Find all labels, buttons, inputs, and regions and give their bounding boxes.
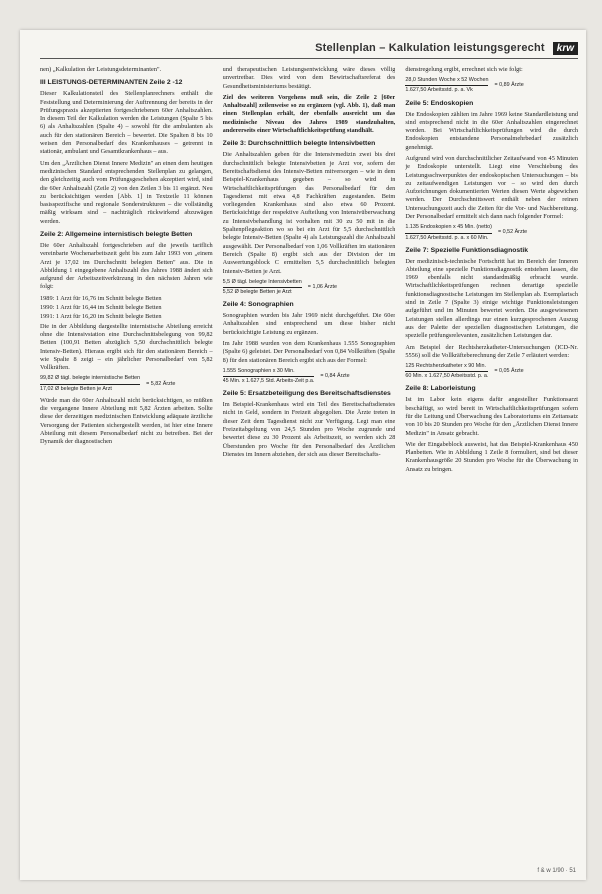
paragraph: Am Beispiel der Rechtsherzkatheter-Untersuchungen (ICD-Nr. 5556) soll die Vollkräfteberechnung der Zeile 7 erläutert werden: (405, 343, 579, 359)
paragraph: Aufgrund wird von durchschnittlicher Zeitaufwand von 45 Minuten je Endoskopie unterstellt. Liegt eine Verschiebung des Leistungsschwerpunktes der endoskopischen Untersuchungen – bis zu zeitaufwendigen Leistungen vor – so wird den durch Aufzeichnungen dokumentierten Werten diesen Werte abgewichen werden. Der Durchschnittswert enthält neben der reinen Untersuchungszeit auch die Zeiten für die Vor- und Nachbereitung. Der Personalbedarf ermittelt sich dann nach folgender Formel: (405, 155, 579, 221)
journal-logo: krw (553, 42, 578, 55)
formula-denominator: 1.627,50 Arbeitsstd. p. a. x 60 Min. (405, 234, 489, 241)
paragraph: Um den „Ärztlichen Dienst Innere Medizin" an einen dem heutigen medizinischen Standard entsprechenden Stellenplan zu gelangen, den gleichzeitig auch vom Prüfungsgeschehen akzeptiert wird, sind die 60er Anhaltszahl (Zeile 2) von den Zeilen 3 bis 11 ergänzt. Neu zu berücksichtigen werden [Abb. 1] in Textzeile 11 können basisspezifische und regionale Sonderstrukturen – die vollständig mäßig wirksam sind – nachträglich rückwirkend abzuwägen werden. (40, 159, 213, 225)
formula-denominator: 17,02 Ø belegte Betten je Arzt (40, 385, 112, 392)
formula-numerator: 99,82 Ø tägl. belegte internistische Betten (40, 375, 140, 384)
formula-denominator: 60 Min. x 1.627,50 Arbeitsstd. p. a. (405, 373, 489, 380)
formula (223, 368, 396, 385)
formula-denominator: 1.627,50 Arbeitsstd. p. a. Vk (405, 87, 473, 94)
formula (405, 224, 578, 241)
formula-denominator: 45 Min. x 1.627,5 Std. Arbeits-Zeit p.a. (222, 377, 315, 384)
page (20, 30, 586, 880)
section-heading: Zeile 5: Ersatzbeteiligung des Bereitschaftsdienstes (222, 390, 391, 398)
formula-numerator: 5,5 Ø tägl. belegte Intensivbetten (223, 279, 302, 288)
page-footer: f & w 1/90 · 51 (537, 868, 576, 874)
paragraph: Dieser Kalkulationsteil des Stellenplanrechners enthält die Feststellung und Determinierung der Auftrennung der bereits in der Prüfungspraxis akzeptierten fortgeschriebenen 60er Anhaltszahlen. In diesem Teil der Kalkulation werden die Leistungen (Spalte 5 bis 6) als Anhaltszahlen (Spalte 4) – sowohl für die ambulanten als auch für den stationären Bereich – bewertet. Die Spalten 8 bis 10 weisen den Personalbedarf des Krankenhauses – getrennt in stationär, ambulant und Gesamtkrankenhaus – aus. (40, 90, 213, 156)
paragraph: Die in der Abbildung dargestellte internistische Abteilung erreicht ohne die Intensivstation eine Durchschnittsbelegung von 99,82 Betten (100,91 Betten abzüglich 5,50 durchschnittlich belegte Intensiv-Betten). Hieraus ergibt sich für den stationären Bereich – wie Spalte 8 zeigt – ein jährlicher Personalbedarf von 5,82 Vollkräften. (40, 322, 213, 372)
column-1 (40, 66, 213, 862)
formula-numerator: 125 Rechtsherzkatheter x 90 Min. (405, 363, 488, 372)
formula-result: = 0,52 Ärzte (497, 229, 528, 236)
section-heading: III LEISTUNGS-DETERMINANTEN Zeile 2 -12 (40, 79, 183, 87)
formula-numerator: 28,0 Stunden Woche x 52 Wochen (405, 77, 488, 86)
section-heading: Zeile 3: Durchschnittlich belegte Intensivbetten (222, 140, 376, 148)
paragraph: Die Endoskopien zählten im Jahre 1969 keine Standardleistung und sind entsprechend nicht in die 60er Anhaltszahlen eingerechnet worden. Bei Wirtschaftlichkeitsprüfungen wird die durch Endoskopien entstandene Personalmehrbedarf zusätzlich genehmigt. (405, 110, 579, 151)
list-item: 1991: 1 Arzt für 16,20 im Schnitt belegte Betten (40, 313, 162, 321)
formula (405, 363, 578, 380)
formula-result: = 0,89 Ärzte (494, 82, 524, 89)
paragraph: Die Anhaltszahlen geben für die Intensivmedizin zwei bis drei durchschnittlich belegte Intensivbetten je Arzt vor, sofern der Bereitschaftsdienst des Intensiv-Betten mitversorgen – wie in dem Beispiel-Krankenhaus gegeben – so wird in Wirtschaftlichkeitsprüfungen das Personalbedarf für den Tagesdienst mit etwa 4,8 Fachkräften zugestanden. Beim vorliegenden Krankenhaus sind also etwa 60 Prozent. Berücksichtige der respektive Aufteilung von Intensivüberwachung zu Intensivbehandlung ist vorhalten mit 30 zu 50 mit in die Spaltenpflegeaktion wo so bei ein Arzt für 5,5 durchschnittlich belegte Intensiv-Betten (Spalte 4) als Leistungszahl die Anhaltszahl ausgewählt. Der Personalbedarf von 1,06 Vollkräften im stationären Bereich (Spalte 8) ergibt sich aus der Division der im Auswertungsblock C ermittelten 5,5 durchschnittlich belegten Intensiv-Betten je Arzt. (222, 151, 396, 275)
formula (40, 375, 213, 392)
list-item: 1989: 1 Arzt für 16,76 im Schnitt belegte Betten (40, 294, 162, 302)
column-3 (405, 66, 578, 862)
paragraph: Sonographien wurden bis Jahr 1969 nicht durchgeführt. Die 60er Anhaltszahlen sind entsprechend um diese bisher nicht berücksichtigte Leistung zu ergänzen. (222, 312, 396, 336)
paragraph: dienstregelung ergibt, errechnet sich wie folgt: (405, 66, 523, 73)
formula-result: = 0,05 Ärzte (494, 368, 524, 375)
list-item: 1990: 1 Arzt für 16,44 im Schnitt belegte Betten (40, 304, 162, 312)
article-body (40, 66, 578, 862)
section-heading: Zeile 4: Sonographien (222, 301, 294, 309)
column-2 (223, 66, 396, 862)
page-header (40, 38, 578, 59)
section-heading: Zeile 8: Laborleistung (405, 385, 476, 393)
paragraph: Im Beispiel-Krankenhaus wird ein Teil des Bereitschaftsdienstes nicht in Geld, sondern in Freizeit abgegolten. Die Ärzte treten in dieser Zeit dem Tagesdienst nicht zur Verfügung. Legt man eine Freizeitabgeltung von 24,5 Stunden pro Woche zugrunde und bewertet diese zu 30 Prozent als Arbeitszeit, so werden sich 28 Überstunden pro Woche für den Personalbedarf des Ärztlichen Dienstes im Innern abziehen, der sich aus dieser Bereitschafts- (222, 401, 396, 458)
formula-numerator: 1.555 Sonographien x 30 Min. (223, 368, 315, 377)
formula-result: = 5,82 Ärzte (146, 380, 176, 387)
section-heading: Zeile 7: Spezielle Funktionsdiagnostik (405, 246, 529, 254)
formula-numerator: 1.135 Endoskopien x 45 Min. (netto) (405, 224, 492, 233)
paragraph: Wie der Eingabeblock ausweist, hat das Beispiel-Krankenhaus 450 Planbetten. Wie in Abbildung 1 Zeile 8 formuliert, sind bei dieser Krankenhausgröße 20 Stunden pro Woche für die Überwachung in Ansatz zu bringen. (405, 440, 579, 473)
paragraph: Der medizinisch-technische Fortschritt hat im Bereich der Inneren Abteilung eine spezielle Funktionsdiagnostik entstehen lassen, die 1969 ebenfalls nicht standardmäßig erbracht wurde. Wirtschaftlichkeitsprüfungen rechnen derartige spezielle funktionsdiagnostische Leistungen im Stellenplan ab. Exemplarisch sind in Zeile 7 (Spalte 3) einige wichtige Funktionsleistungen aufgeführt und im Minuten bewertet worden. Die ausgewiesenen Leistungen stellen allerdings nur einen kurzgesprochenen Auszug aus der Palette der speziellen diagnostischen Leistungen, die spezielle prüfungsrelevanten, zusätzlichen Leistungen dar. (405, 257, 579, 340)
emphasis-paragraph: Ziel des weiteren Vorgehens muß sein, die Zeile 2 [60er Anhaltszahl] zeilenweise so zu ergänzen (vgl. Abb. 1), daß man einen Stellenplan erhält, der ebenfalls ausreicht um das medizinische Niveau des Jahres 1989 standzuhalten, andererseits einer Wirtschaftlichkeitsprüfung standhält. (222, 93, 396, 135)
paragraph: Würde man die 60er Anhaltszahl nicht berücksichtigen, so müßten die vergangene Innere Abteilung mit 5,82 Ärzten arbeiten. Sollte diese der derzeitigen medizinischen Entwicklung adäquate ärztliche Versorgung der Patienten sichergestellt werden, ist hier eine Innere Abteilung mit diesem Personalbedarf nicht zu betreiben. Bei der Dynamik der diagnostischen (40, 396, 213, 446)
formula (223, 279, 396, 296)
formula-result: = 0,84 Ärzte (320, 372, 350, 379)
paragraph: und therapeutischen Leistungsentwicklung wäre dieses völlig unvertretbar. Dies wird von dem Bewirtschaftsreferat des Gesundheitsministeriums bestätigt. (222, 66, 396, 90)
formula (405, 77, 578, 94)
paragraph: Die 60er Anhaltszahl fortgeschrieben auf die jeweils tariflich vereinbarte Wochenarbeitszeit geht bis zum Jahr 1993 von „einem Arzt je 17,02 im Durchschnitt belegten Betten" aus. Die in Abbildung 1 eingegebene Anhaltszahl des Jahres 1988 ändert sich aufgrund der Arbeitszeitverkürzung in den nächsten Jahren wie folgt: (40, 241, 213, 291)
formula-result: = 1,06 Ärzte (307, 283, 338, 290)
section-heading: Zeile 2: Allgemeine internistisch belegte Betten (40, 231, 193, 239)
paragraph: Im Jahr 1988 wurden von dem Krankenhaus 1.555 Sonographien (Spalte 6) geleistet. Der Personalbedarf von 0,84 Vollkräften (Spalte 8) für den stationären Bereich ergibt sich aus der Formel: (222, 339, 396, 364)
intro-text: nen) „Kalkulation der Leistungsdeterminanten". (40, 66, 162, 73)
header-title: Stellenplan – Kalkulation leistungsgerecht (315, 42, 545, 54)
paragraph: Ist im Labor kein eigens dafür angestellter Funktionsarzt beschäftigt, so wird bereit in Wirtschaftlichkeitsprüfungen sofern für die Leitung und Überwachung des Laboratoriums ein Zeitansatz von 10 bis 20 Stunden pro Woche für den „Ärztlichen Dienst Innere Medizin" in Ansatz gebracht. (405, 396, 579, 437)
formula-denominator: 5,52 Ø belegte Betten je Arzt (222, 288, 292, 295)
section-heading: Zeile 5: Endoskopien (405, 99, 474, 107)
